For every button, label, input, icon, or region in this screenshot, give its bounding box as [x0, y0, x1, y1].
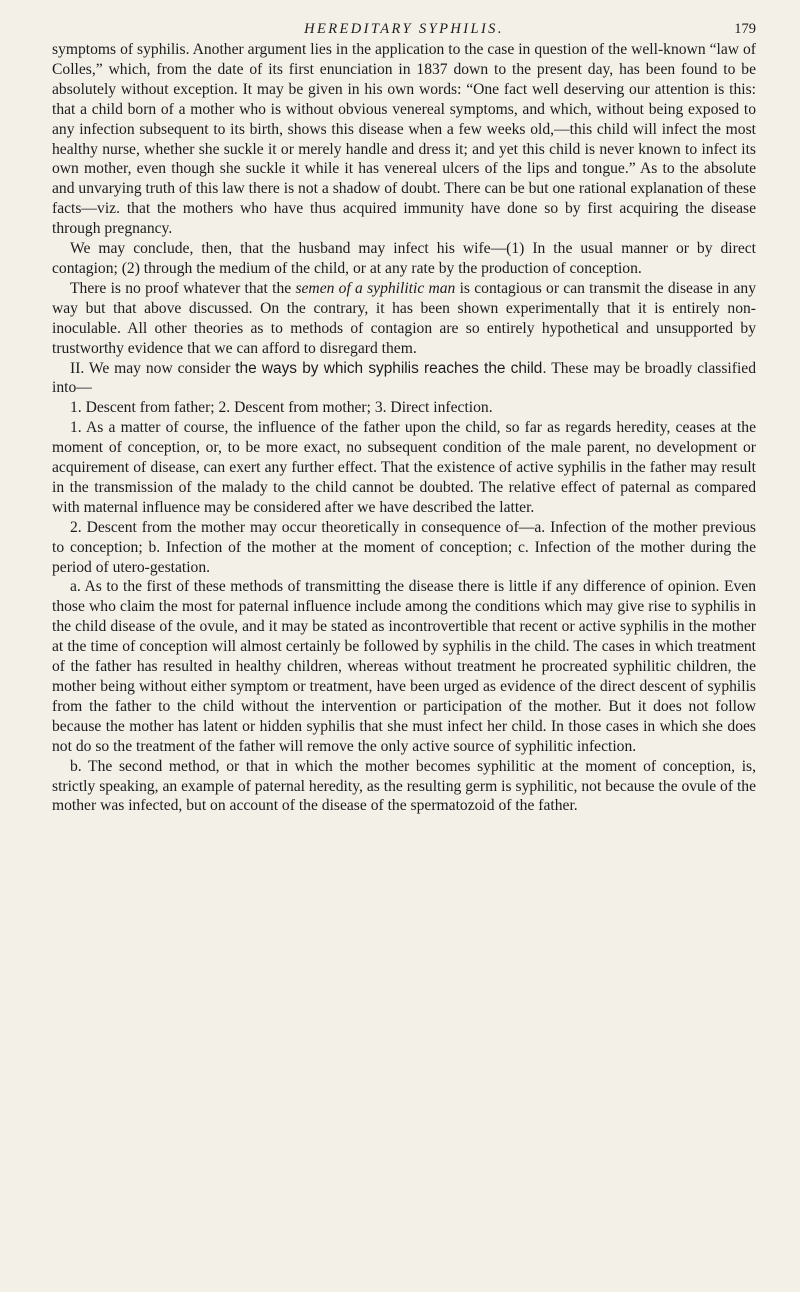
page-number: 179 [734, 21, 756, 37]
page-header [52, 18, 756, 40]
paragraph-father-influence: 1. As a matter of course, the influence of the father upon the child, so far as regards heredity, ceases at the moment of conception, or, to be more exact, no subsequent condition of the male parent, no development or acquirement of disease, can exert any further effect. That the existence of active syphilis in the father may result in the transmission of the malady to the child cannot be doubted. The relative effect of paternal as compared with maternal influence may be considered after we have described the latter. [52, 419, 756, 516]
paragraph-method-b: b. The second method, or that in which the mother becomes syphilitic at the moment of conception, is, strictly speaking, an example of paternal heredity, as the resulting germ is syphilitic, not because the ovule of the mother was infected, but on account of the disease of the spermatozoid of the father. [52, 757, 756, 815]
italic-phrase: semen of a syphilitic man [295, 279, 456, 297]
paragraph-text: These may be broadly classified into— [52, 359, 757, 397]
paragraph-method-a: a. As to the first of these methods of transmitting the disease there is little if any difference of opinion. Even those who claim the most for paternal influence include among the conditions which may give rise to syphilis in the child disease of the ovule, and it may be stated as incontrovertible that recent or active syphilis in the mother at the time of conception will almost certainly be followed by syphilis in the child. The cases in which treatment of the father has resulted in healthy children, whereas without treatment he procreated syphilitic children, the mother being without either symptom or treatment, have been urged as evidence of the direct descent of syphilis from the father to the child without the intervention or participation of the mother. But it does not follow because the mother has latent or hidden syphilis that she must infect her child. In those cases in which she does not do so the treatment of the father will remove the only active source of syphilitic infection. [52, 578, 756, 755]
paragraph-husband-conclusion: We may conclude, then, that the husband may infect his wife—(1) In the usual manner or by direct contagion; (2) through the medium of the child, or at any rate by the production of conception. [52, 240, 756, 277]
paragraph-semen-contagion [52, 279, 756, 359]
page-body [52, 40, 756, 816]
paragraph-text: There is no proof whatever that the [70, 279, 296, 297]
paragraph-text: is contagious or can transmit the disease in any way but that above discussed. On the contrary, it has been shown experimentally that it is entirely non-inoculable. All other theories as to methods of contagion are so entirely hypothetical and unsupported by trustworthy evidence that we can afford to disregard them. [52, 279, 756, 357]
sans-serif-emphasis: the ways by which syphilis reaches the child. [235, 359, 547, 377]
paragraph-colles-law: symptoms of syphilis. Another argument lies in the application to the case in question of the well-known “law of Colles,” which, from the date of its first enunciation in 1837 down to the present day, has been found to be absolutely without exception. It may be given in his own words: “One fact well deserving our attention is this: that a child born of a mother who is without obvious venereal symptoms, and which, without being exposed to any infection subsequent to its birth, shows this disease when a few weeks old,—this child will infect the most healthy nurse, whether she suckle it or merely handle and dress it; and yet this child is never known to infect its own mother, even though she suckle it while it has venereal ulcers of the lips and tongue.” As to the absolute and unvarying truth of this law there is not a shadow of doubt. There can be but one rational explanation of these facts—viz. that the mothers who have thus acquired immunity have done so by first acquiring the disease through pregnancy. [52, 41, 756, 238]
paragraph-text: II. We may now consider [70, 359, 236, 377]
running-head: HEREDITARY SYPHILIS. [304, 21, 504, 37]
classification-list: 1. Descent from father; 2. Descent from mother; 3. Direct infection. [70, 399, 493, 417]
paragraph-descent-from-mother: 2. Descent from the mother may occur theoretically in consequence of—a. Infection of the mother previous to conception; b. Infection of the mother at the moment of conception; c. Infection of the mother during the period of utero-gestation. [52, 518, 756, 576]
paragraph-ways-syphilis-reaches-child [52, 359, 756, 399]
